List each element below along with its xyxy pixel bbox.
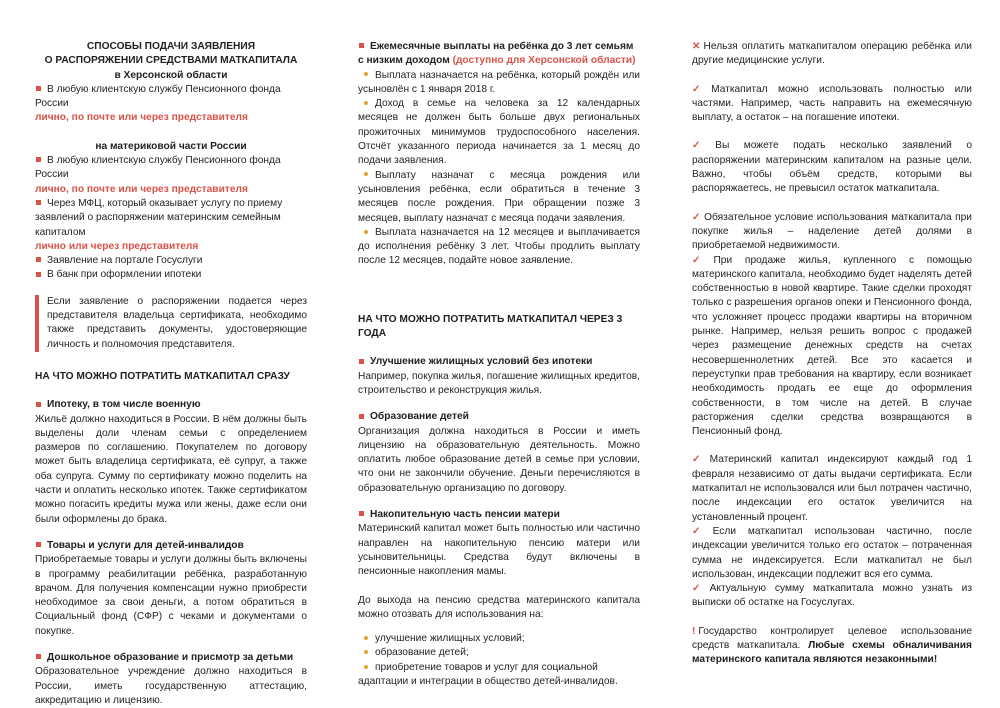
check-icon: ✓ <box>692 583 707 595</box>
check-icon: ✓ <box>692 211 702 223</box>
square-bullet-icon <box>359 511 364 516</box>
list-item: Выплата назначается на 12 месяцев и выплачивается до исполнения ребёнку 3 лет. Чтобы продлить выплату после 12 месяцев, подайте новое заявление. <box>358 226 640 267</box>
list-item: В банк при оформлении ипотеки <box>35 268 307 282</box>
tip-item: ✓ Если маткапитал использован частично, после индексации увеличится только его остаток – потраченная сумма не индексируется. Если маткапитал не был использован, индексации подлежит вся его сумма. <box>692 525 972 580</box>
list-item: Заявление на портале Госуслуги <box>35 254 307 268</box>
square-bullet-icon <box>36 157 41 162</box>
square-bullet-icon <box>36 654 41 659</box>
square-bullet-icon <box>36 402 41 407</box>
column-right <box>692 40 972 668</box>
tip-item: ✓ Маткапитал можно использовать полностью или частями. Например, часть направить на ежемесячную выплату, а остаток – на погашение ипотеки. <box>692 83 972 124</box>
square-bullet-icon <box>36 272 41 277</box>
check-icon: ✓ <box>692 83 709 95</box>
square-bullet-icon <box>36 542 41 547</box>
dot-bullet-icon <box>364 665 368 669</box>
square-bullet-icon <box>359 359 364 364</box>
tip-item: ✓ Актуальную сумму маткапитала можно узнать из выписки об остатке на Госуслугах. <box>692 583 972 609</box>
subsection-text: Образовательное учреждение должно находиться в России, иметь государственную аттестацию, аккредитацию и лицензию. <box>35 666 307 706</box>
column-left <box>35 40 307 708</box>
subsection-text: Например, покупка жилья, погашение жилищных кредитов, строительство и реконструкция жилья. <box>358 370 640 396</box>
dot-bullet-icon <box>364 172 368 176</box>
dot-bullet-icon <box>364 72 368 76</box>
subsection-text: Организация должна находиться в России и иметь лицензию на образовательную деятельность. Можно оплатить любое образование детей в семье при условии, что они не закончили обучение. Деньги перечисляются в образовательную организацию по договору. <box>358 425 640 494</box>
subsection-title: Улучшение жилищных условий без ипотеки <box>358 355 640 369</box>
column-middle <box>358 40 640 689</box>
list-item: Выплата назначается на ребёнка, который рождён или усыновлён с 1 января 2018 г. <box>358 69 640 95</box>
subsection-title: Образование детей <box>358 410 640 424</box>
section-title-immediate: НА ЧТО МОЖНО ПОТРАТИТЬ МАТКАПИТАЛ СРАЗУ <box>35 370 290 382</box>
subsection-title: Ипотеку, в том числе военную <box>35 398 307 412</box>
subsection-text: Приобретаемые товары и услуги должны быть включены в программу реабилитации ребёнка, разработанную врачом. Для получения компенсации нужно приобрести необходимое за свои деньги, а потом обратиться в Социальный фонд (СФР) с чеками и документами о покупке. <box>35 554 307 637</box>
cross-icon: ✕ <box>692 41 701 52</box>
list-item: улучшение жилищных условий; <box>358 632 640 646</box>
tip-item: ✓ Обязательное условие использования маткапитала при покупке жилья – наделение детей долями в приобретаемой недвижимости. <box>692 211 972 252</box>
list-item: приобретение товаров и услуг для социальной адаптации и интеграции в общество детей-инвалидов. <box>358 661 618 687</box>
title-line-1: СПОСОБЫ ПОДАЧИ ЗАЯВЛЕНИЯ <box>86 41 256 52</box>
list-item: В любую клиентскую службу Пенсионного фонда России лично, по почте или через представителя <box>35 83 281 124</box>
mainland-title: на материковой части России <box>95 140 247 152</box>
square-bullet-icon <box>359 414 364 419</box>
square-bullet-icon <box>36 200 41 205</box>
tip-item: ✕ Нельзя оплатить маткапиталом операцию ребёнка или другие медицинские услуги. <box>692 41 972 67</box>
square-bullet-icon <box>36 86 41 91</box>
withdraw-text: До выхода на пенсию средства материнского капитала можно отозвать для использования на: <box>358 594 640 620</box>
tip-item: ✓ Материнский капитал индексируют каждый год 1 февраля независимо от даты выдачи сертификата. Если маткапитал не использовался или был потрачен частично, после индексации его остаток увеличится на установленный процент. <box>692 454 972 523</box>
dot-bullet-icon <box>364 230 368 234</box>
check-icon: ✓ <box>692 525 710 537</box>
title-line-2: О РАСПОРЯЖЕНИИ СРЕДСТВАМИ МАТКАПИТАЛА <box>44 55 298 67</box>
check-icon: ✓ <box>692 140 713 152</box>
representative-note: Если заявление о распоряжении подается через представителя владельца сертификата, необходимо также представить документы, удостоверяющие личность и полномочия представителя. <box>35 295 307 352</box>
subsection-title: Ежемесячные выплаты на ребёнка до 3 лет семьям с низким доходом (доступно для Херсонской области) <box>358 41 636 67</box>
title-line-3: в Херсонской области <box>114 69 228 81</box>
subsection-title: Товары и услуги для детей-инвалидов <box>35 539 307 553</box>
square-bullet-icon <box>36 257 41 262</box>
square-bullet-icon <box>359 43 364 48</box>
list-item: Через МФЦ, который оказывает услугу по приему заявлений о распоряжении материнским семейным капиталом лично или через представителя <box>35 197 283 252</box>
tip-item: ✓ При продаже жилья, купленного с помощью материнского капитала, необходимо будет наделять детей собственностью в новой квартире. Такие сделки проходят только с разрешения органов опеки и Пенсионного фонда, что усложняет процесс продажи квартиры на вторичном рынке. Например, нельзя решить вопрос с продажей через размещение денежных средств на счетах несовершеннолетних детей. Все это касается и переуступки прав требования на квартиру, если возникает необходимость продать ее еще до оформления собственности, в том числе на детей. В случае расторжения сделки средства возвращаются в Пенсионный фонд. <box>692 254 972 438</box>
dot-bullet-icon <box>364 636 368 640</box>
subsection-text: Жильё должно находиться в России. В нём должны быть выделены доли членам семьи с определением размеров по соглашению. Покупателем по договору может быть владелица сертификата, её супруг, а также оба супруга. Сумму по сертификату можно поделить на части и оплатить несколько ипотек. Также сертификатом можно погасить кредиты мужа или жены, даже если они были оформлены до брака. <box>35 413 307 525</box>
list-item: В любую клиентскую службу Пенсионного фонда России лично, по почте или через представителя <box>35 155 281 195</box>
subsection-text: Материнский капитал может быть полностью или частично направлен на накопительную пенсию матери или усыновительницы. Средства будут включены в пенсионные накопления мамы. <box>358 523 640 578</box>
list-item: Доход в семье на человека за 12 календарных месяцев не должен быть больше двух региональных прожиточных минимумов трудоспособного населения. Отсчёт указанного периода начинается за 1 месяц до подачи заявления. <box>358 98 640 167</box>
list-item: образование детей; <box>358 646 640 660</box>
dot-bullet-icon <box>364 650 368 654</box>
dot-bullet-icon <box>364 101 368 105</box>
section-title-3years: НА ЧТО МОЖНО ПОТРАТИТЬ МАТКАПИТАЛ ЧЕРЕЗ 3 ГОДА <box>358 313 623 340</box>
list-item: Выплату назначат с месяца рождения или усыновления ребёнка, если обратиться в течение 3 месяцев после рождения. При обращении позже 3 месяцев, выплату назначат с месяца подачи заявления. <box>358 169 640 224</box>
check-icon: ✓ <box>692 254 711 266</box>
check-icon: ✓ <box>692 454 707 466</box>
tip-item: ! Государство контролирует целевое использование средств маткапитала. Любые схемы обналичивания материнского капитала являются незаконными! <box>692 625 972 666</box>
subsection-title: Накопительную часть пенсии матери <box>358 508 640 522</box>
exclamation-icon: ! <box>692 625 696 637</box>
tip-item: ✓ Вы можете подать несколько заявлений о распоряжении материнским капиталом на разные цели. Важно, чтобы объём средств, которыми вы распоряжаетесь, не превысил остаток маткапитала. <box>692 140 972 195</box>
subsection-title: Дошкольное образование и присмотр за детьми <box>35 651 307 665</box>
